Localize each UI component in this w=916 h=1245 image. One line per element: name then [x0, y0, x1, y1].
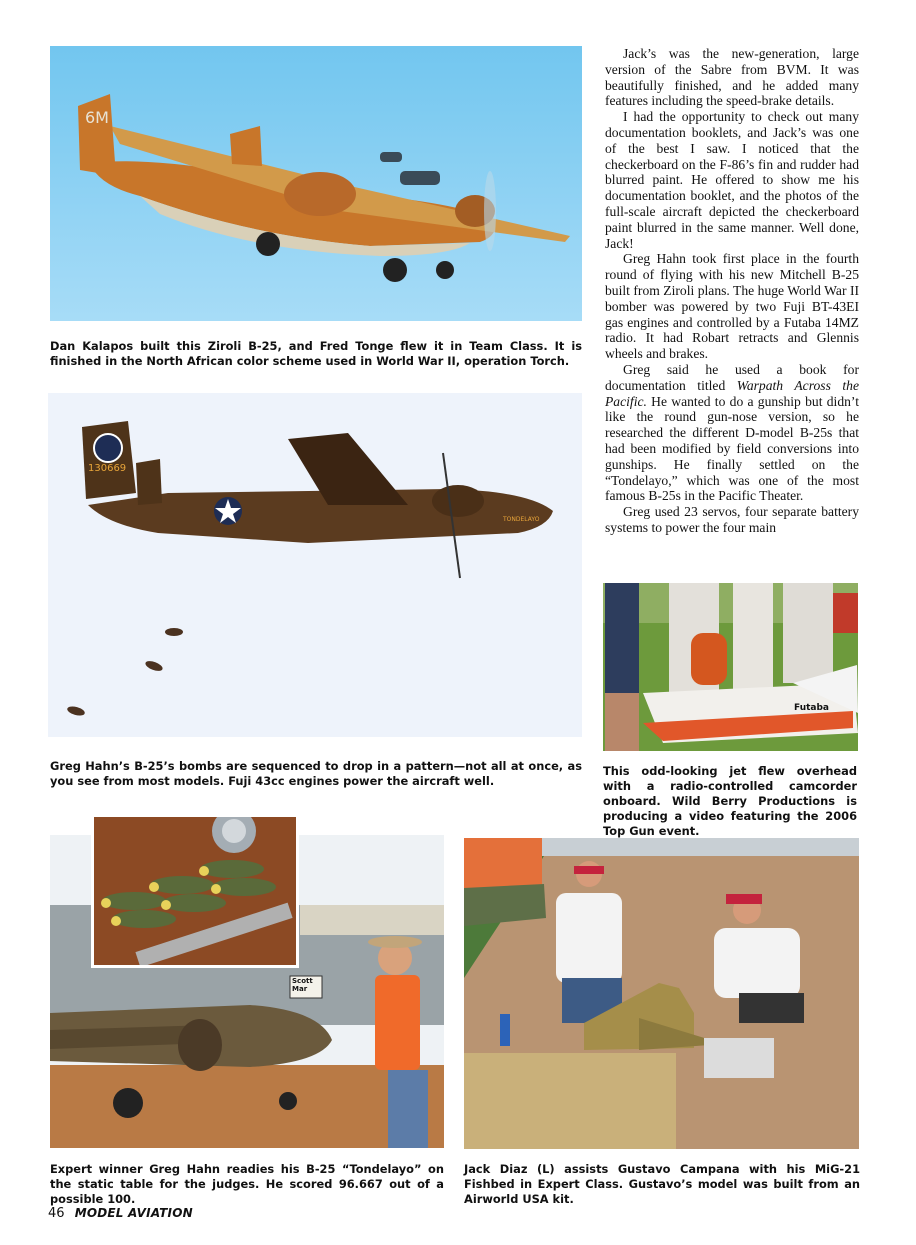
photo-bomb-rack-inset: [91, 814, 299, 968]
nose-art: TONDELAYO: [503, 516, 540, 523]
article-paragraph: Greg used 23 servos, four separate battery systems to power the four main: [605, 504, 859, 535]
photo-mig21: [464, 838, 859, 1149]
page-footer: [48, 1206, 193, 1221]
photo-b25-torch: [50, 46, 582, 321]
photo-b25-bombs: [48, 393, 582, 737]
caption-b25-torch: Dan Kalapos built this Ziroli B-25, and Fred Tonge flew it in Team Class. It is finished in the North African color scheme used in World War II, operation Torch.: [50, 339, 582, 368]
article-paragraph: Jack’s was the new-generation, large version of the Sabre from BVM. It was beautifully finished, and he added many features including the speed-brake details.: [605, 46, 859, 109]
sign-text: Scott Mar: [292, 977, 313, 993]
caption-camera-jet: This odd-looking jet flew overhead with a radio-controlled camcorder onboard. Wild Berry Productions is producing a video featuring the 2006 Top Gun event.: [603, 764, 857, 838]
magazine-title: MODEL AVIATION: [74, 1206, 193, 1220]
photo-camera-jet: [603, 583, 858, 751]
futaba-decal: Futaba: [794, 703, 829, 713]
article-paragraph: I had the opportunity to check out many documentation booklets, and Jack’s was one of the best I saw. I noticed that the checkerboard on the F-86’s fin and rudder had blurred paint. He offered to show me his documentation booklet, and the photos of the full-scale aircraft depicted the checkerboard paint blurred in the same manner. Well done, Jack!: [605, 109, 859, 251]
caption-mig21: Jack Diaz (L) assists Gustavo Campana with his MiG-21 Fishbed in Expert Class. Gustavo’s model was built from an Airworld USA kit.: [464, 1162, 860, 1206]
page-number: 46: [48, 1206, 65, 1221]
tail-number: 130669: [88, 463, 127, 474]
tail-code: 6M: [85, 108, 109, 127]
article-paragraph: Greg Hahn took first place in the fourth round of flying with his new Mitchell B-25 built from Ziroli plans. The huge World War II bomber was powered by two Fuji BT-43EI gas engines and controlled by a Futaba 14MZ radio. It had Robart retracts and Glennis wheels and brakes.: [605, 251, 859, 362]
article-paragraph: Greg said he used a book for documentation titled Warpath Across the Pacific. He wanted to do a gunship but didn’t like the round gun-nose version, so he researched the different D-model B-25s that had been modified by field conversions into gunships. He finally settled on the “Tondelayo,” which was one of the most famous B-25s in the Pacific Theater.: [605, 361, 859, 504]
caption-b25-bombs: Greg Hahn’s B-25’s bombs are sequenced to drop in a pattern—not all at once, as you see from most models. Fuji 43cc engines power the aircraft well.: [50, 759, 582, 788]
book-title: Warpath Across the Pacific.: [605, 377, 859, 409]
article-column: [605, 46, 859, 536]
caption-tondelayo-static: Expert winner Greg Hahn readies his B-25 “Tondelayo” on the static table for the judges. He scored 96.667 out of a possible 100.: [50, 1162, 444, 1206]
